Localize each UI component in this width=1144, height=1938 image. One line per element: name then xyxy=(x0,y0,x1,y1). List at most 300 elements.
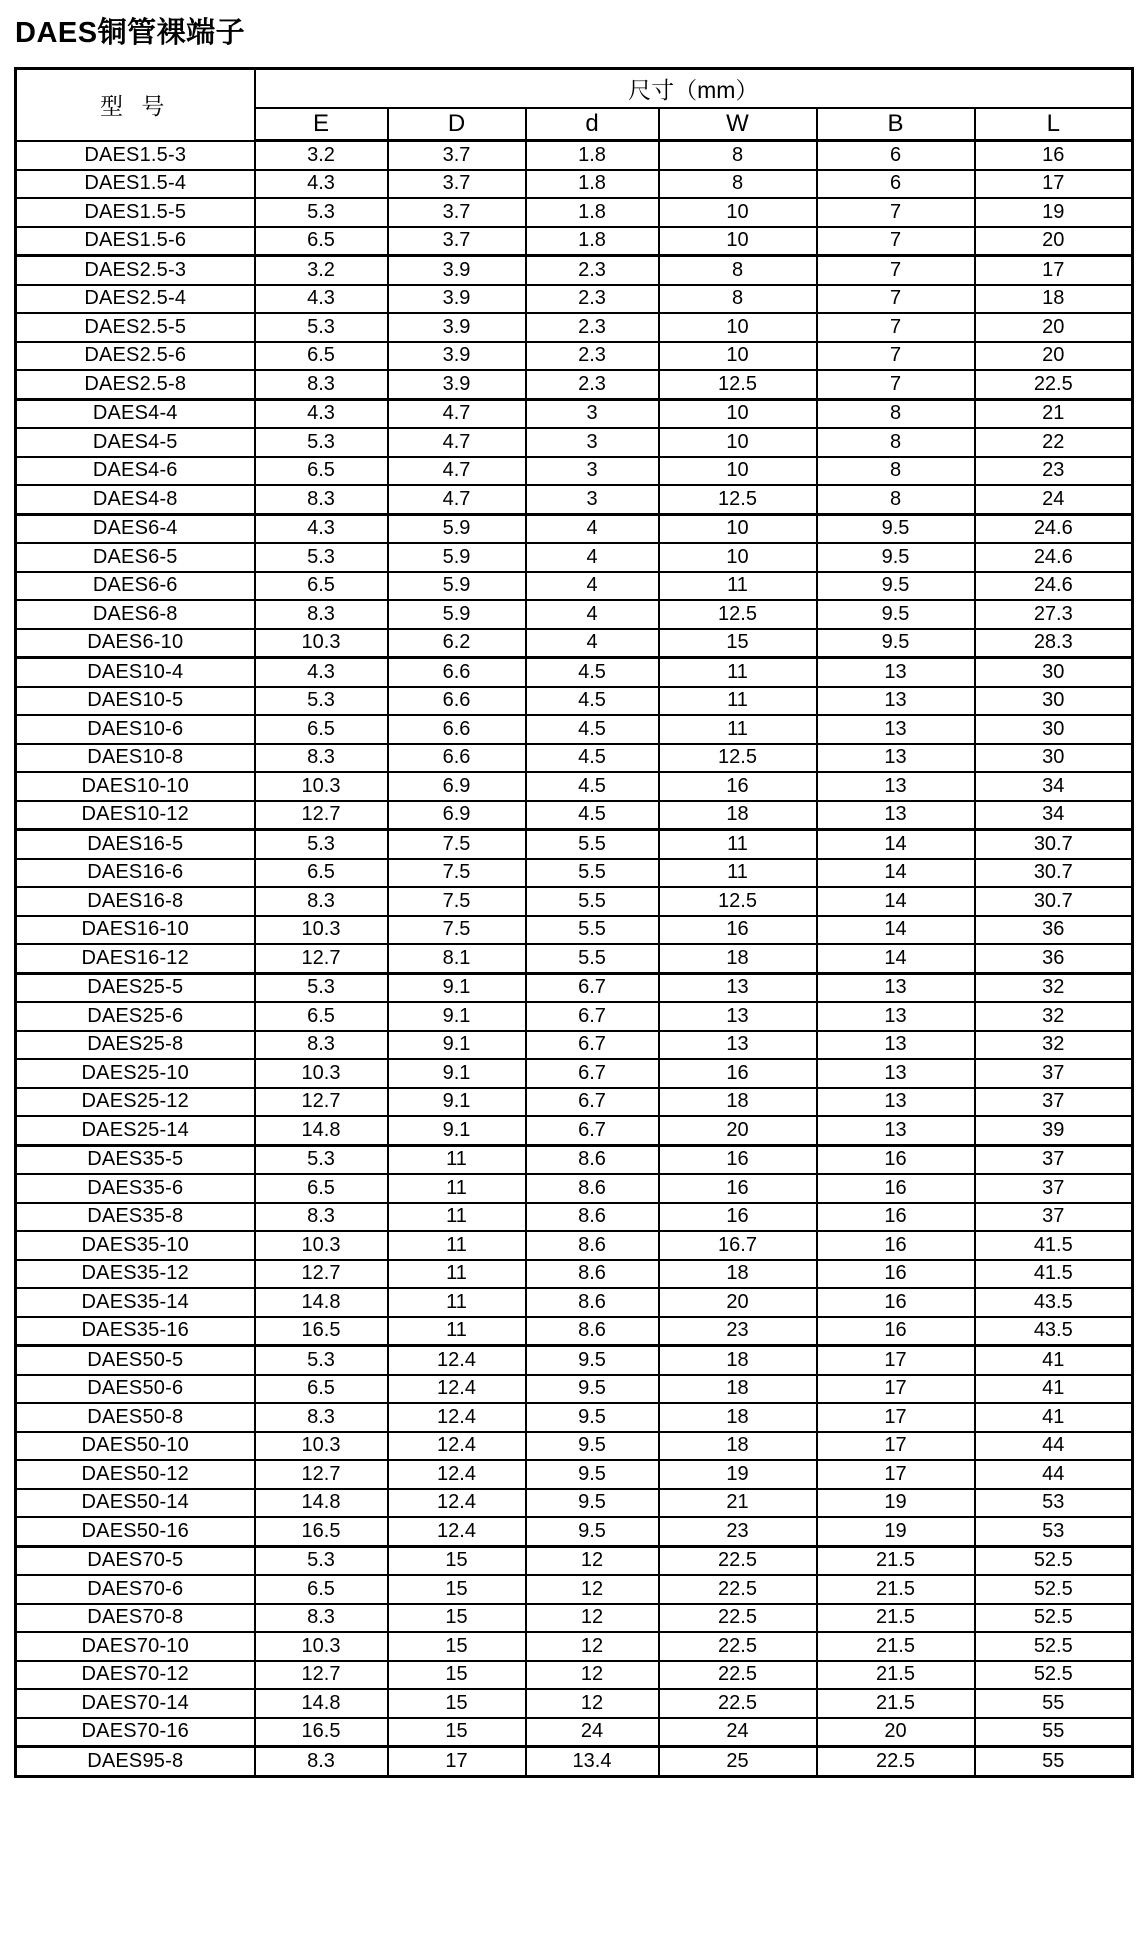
table-row xyxy=(16,629,1133,658)
value-cell-W: 12.5 xyxy=(659,370,817,399)
value-cell-d: 12 xyxy=(526,1689,659,1718)
table-row xyxy=(16,658,1133,687)
table-row xyxy=(16,1088,1133,1117)
value-cell-W: 25 xyxy=(659,1747,817,1777)
model-cell: DAES50-16 xyxy=(16,1517,255,1546)
value-cell-L: 41.5 xyxy=(975,1260,1133,1289)
value-cell-B: 17 xyxy=(817,1432,975,1461)
value-cell-L: 23 xyxy=(975,457,1133,486)
value-cell-d: 4 xyxy=(526,600,659,629)
value-cell-d: 3 xyxy=(526,485,659,514)
value-cell-D: 6.6 xyxy=(388,744,526,773)
value-cell-L: 27.3 xyxy=(975,600,1133,629)
value-cell-W: 8 xyxy=(659,170,817,199)
value-cell-E: 6.5 xyxy=(255,572,388,601)
table-row xyxy=(16,1632,1133,1661)
table-row xyxy=(16,1432,1133,1461)
value-cell-d: 9.5 xyxy=(526,1517,659,1546)
model-cell: DAES4-6 xyxy=(16,457,255,486)
value-cell-L: 34 xyxy=(975,801,1133,830)
value-cell-L: 52.5 xyxy=(975,1575,1133,1604)
value-cell-E: 10.3 xyxy=(255,916,388,945)
value-cell-W: 16 xyxy=(659,772,817,801)
value-cell-L: 34 xyxy=(975,772,1133,801)
value-cell-E: 8.3 xyxy=(255,1031,388,1060)
value-cell-E: 8.3 xyxy=(255,1747,388,1777)
value-cell-L: 36 xyxy=(975,916,1133,945)
table-row xyxy=(16,944,1133,973)
value-cell-d: 2.3 xyxy=(526,370,659,399)
value-cell-W: 22.5 xyxy=(659,1575,817,1604)
value-cell-B: 6 xyxy=(817,141,975,170)
value-cell-E: 5.3 xyxy=(255,1346,388,1375)
value-cell-L: 20 xyxy=(975,313,1133,342)
value-cell-E: 6.5 xyxy=(255,715,388,744)
value-cell-W: 20 xyxy=(659,1116,817,1145)
value-cell-d: 6.7 xyxy=(526,1088,659,1117)
value-cell-d: 1.8 xyxy=(526,198,659,227)
model-cell: DAES16-5 xyxy=(16,830,255,859)
value-cell-L: 55 xyxy=(975,1718,1133,1747)
table-row xyxy=(16,1575,1133,1604)
model-cell: DAES25-10 xyxy=(16,1059,255,1088)
model-cell: DAES2.5-3 xyxy=(16,256,255,285)
value-cell-W: 12.5 xyxy=(659,485,817,514)
value-cell-B: 17 xyxy=(817,1460,975,1489)
value-cell-D: 11 xyxy=(388,1145,526,1174)
value-cell-d: 4 xyxy=(526,629,659,658)
value-cell-W: 10 xyxy=(659,543,817,572)
value-cell-B: 14 xyxy=(817,916,975,945)
model-cell: DAES35-8 xyxy=(16,1203,255,1232)
value-cell-W: 10 xyxy=(659,342,817,371)
value-cell-L: 52.5 xyxy=(975,1546,1133,1575)
model-cell: DAES35-5 xyxy=(16,1145,255,1174)
model-cell: DAES50-8 xyxy=(16,1403,255,1432)
value-cell-L: 17 xyxy=(975,170,1133,199)
value-cell-B: 9.5 xyxy=(817,629,975,658)
value-cell-d: 4 xyxy=(526,543,659,572)
value-cell-B: 13 xyxy=(817,1002,975,1031)
value-cell-d: 6.7 xyxy=(526,1059,659,1088)
value-cell-d: 3 xyxy=(526,428,659,457)
value-cell-L: 37 xyxy=(975,1174,1133,1203)
value-cell-B: 16 xyxy=(817,1231,975,1260)
value-cell-L: 37 xyxy=(975,1059,1133,1088)
value-cell-d: 5.5 xyxy=(526,916,659,945)
value-cell-B: 9.5 xyxy=(817,514,975,543)
value-cell-L: 36 xyxy=(975,944,1133,973)
value-cell-D: 4.7 xyxy=(388,457,526,486)
model-cell: DAES70-16 xyxy=(16,1718,255,1747)
value-cell-E: 3.2 xyxy=(255,141,388,170)
value-cell-B: 7 xyxy=(817,198,975,227)
value-cell-L: 39 xyxy=(975,1116,1133,1145)
value-cell-D: 9.1 xyxy=(388,973,526,1002)
value-cell-L: 28.3 xyxy=(975,629,1133,658)
value-cell-B: 8 xyxy=(817,457,975,486)
model-cell: DAES1.5-3 xyxy=(16,141,255,170)
value-cell-d: 8.6 xyxy=(526,1317,659,1346)
model-cell: DAES70-6 xyxy=(16,1575,255,1604)
value-cell-D: 5.9 xyxy=(388,572,526,601)
value-cell-W: 8 xyxy=(659,141,817,170)
value-cell-d: 4.5 xyxy=(526,715,659,744)
model-cell: DAES70-8 xyxy=(16,1604,255,1633)
value-cell-W: 11 xyxy=(659,687,817,716)
value-cell-D: 17 xyxy=(388,1747,526,1777)
value-cell-B: 7 xyxy=(817,370,975,399)
value-cell-d: 6.7 xyxy=(526,973,659,1002)
value-cell-E: 12.7 xyxy=(255,1661,388,1690)
value-cell-D: 11 xyxy=(388,1231,526,1260)
value-cell-D: 6.6 xyxy=(388,687,526,716)
value-cell-W: 20 xyxy=(659,1288,817,1317)
value-cell-E: 8.3 xyxy=(255,600,388,629)
value-cell-B: 16 xyxy=(817,1288,975,1317)
value-cell-D: 3.9 xyxy=(388,370,526,399)
value-cell-L: 16 xyxy=(975,141,1133,170)
value-cell-E: 14.8 xyxy=(255,1489,388,1518)
value-cell-B: 19 xyxy=(817,1517,975,1546)
value-cell-D: 15 xyxy=(388,1604,526,1633)
value-cell-B: 17 xyxy=(817,1375,975,1404)
value-cell-d: 12 xyxy=(526,1575,659,1604)
value-cell-L: 37 xyxy=(975,1088,1133,1117)
table-row xyxy=(16,859,1133,888)
value-cell-D: 3.9 xyxy=(388,256,526,285)
value-cell-L: 37 xyxy=(975,1203,1133,1232)
value-cell-d: 6.7 xyxy=(526,1116,659,1145)
value-cell-W: 16 xyxy=(659,916,817,945)
value-cell-W: 16 xyxy=(659,1059,817,1088)
value-cell-W: 16.7 xyxy=(659,1231,817,1260)
value-cell-B: 13 xyxy=(817,772,975,801)
value-cell-E: 8.3 xyxy=(255,744,388,773)
model-cell: DAES50-5 xyxy=(16,1346,255,1375)
value-cell-E: 8.3 xyxy=(255,887,388,916)
table-row xyxy=(16,1718,1133,1747)
value-cell-L: 30 xyxy=(975,658,1133,687)
value-cell-d: 4.5 xyxy=(526,801,659,830)
value-cell-D: 3.9 xyxy=(388,285,526,314)
value-cell-D: 3.7 xyxy=(388,227,526,256)
value-cell-d: 9.5 xyxy=(526,1403,659,1432)
model-cell: DAES10-6 xyxy=(16,715,255,744)
table-row xyxy=(16,1002,1133,1031)
value-cell-L: 30 xyxy=(975,744,1133,773)
table-row xyxy=(16,1288,1133,1317)
column-header-B: B xyxy=(817,108,975,141)
value-cell-B: 8 xyxy=(817,428,975,457)
value-cell-d: 9.5 xyxy=(526,1375,659,1404)
table-row xyxy=(16,744,1133,773)
column-header-E: E xyxy=(255,108,388,141)
value-cell-W: 18 xyxy=(659,1403,817,1432)
table-row xyxy=(16,485,1133,514)
value-cell-B: 14 xyxy=(817,859,975,888)
spec-table xyxy=(14,67,1134,1778)
column-header-model: 型 号 xyxy=(16,69,255,141)
value-cell-E: 14.8 xyxy=(255,1689,388,1718)
model-cell: DAES4-4 xyxy=(16,399,255,428)
value-cell-D: 8.1 xyxy=(388,944,526,973)
value-cell-D: 7.5 xyxy=(388,916,526,945)
value-cell-E: 6.5 xyxy=(255,1575,388,1604)
value-cell-d: 1.8 xyxy=(526,170,659,199)
value-cell-B: 7 xyxy=(817,256,975,285)
table-row xyxy=(16,141,1133,170)
table-row xyxy=(16,1174,1133,1203)
model-cell: DAES70-10 xyxy=(16,1632,255,1661)
value-cell-E: 4.3 xyxy=(255,170,388,199)
model-cell: DAES50-12 xyxy=(16,1460,255,1489)
value-cell-W: 18 xyxy=(659,1088,817,1117)
value-cell-D: 7.5 xyxy=(388,830,526,859)
value-cell-E: 3.2 xyxy=(255,256,388,285)
value-cell-E: 12.7 xyxy=(255,1260,388,1289)
value-cell-D: 15 xyxy=(388,1661,526,1690)
table-row xyxy=(16,830,1133,859)
value-cell-W: 13 xyxy=(659,973,817,1002)
value-cell-W: 22.5 xyxy=(659,1546,817,1575)
model-cell: DAES50-10 xyxy=(16,1432,255,1461)
value-cell-L: 21 xyxy=(975,399,1133,428)
value-cell-W: 11 xyxy=(659,658,817,687)
table-row xyxy=(16,1689,1133,1718)
value-cell-E: 5.3 xyxy=(255,830,388,859)
value-cell-L: 41 xyxy=(975,1375,1133,1404)
model-cell: DAES25-14 xyxy=(16,1116,255,1145)
value-cell-d: 5.5 xyxy=(526,944,659,973)
model-cell: DAES10-12 xyxy=(16,801,255,830)
value-cell-d: 5.5 xyxy=(526,859,659,888)
value-cell-d: 4 xyxy=(526,572,659,601)
value-cell-L: 17 xyxy=(975,256,1133,285)
value-cell-L: 20 xyxy=(975,342,1133,371)
value-cell-W: 8 xyxy=(659,285,817,314)
value-cell-W: 13 xyxy=(659,1002,817,1031)
value-cell-B: 14 xyxy=(817,830,975,859)
value-cell-E: 5.3 xyxy=(255,543,388,572)
value-cell-d: 9.5 xyxy=(526,1460,659,1489)
value-cell-L: 53 xyxy=(975,1517,1133,1546)
value-cell-D: 15 xyxy=(388,1546,526,1575)
value-cell-D: 15 xyxy=(388,1632,526,1661)
value-cell-B: 13 xyxy=(817,715,975,744)
value-cell-W: 16 xyxy=(659,1203,817,1232)
model-cell: DAES2.5-5 xyxy=(16,313,255,342)
value-cell-E: 5.3 xyxy=(255,1145,388,1174)
value-cell-E: 10.3 xyxy=(255,1231,388,1260)
table-row xyxy=(16,1517,1133,1546)
value-cell-W: 18 xyxy=(659,801,817,830)
value-cell-D: 3.7 xyxy=(388,141,526,170)
value-cell-d: 4.5 xyxy=(526,744,659,773)
column-header-dimensions: 尺寸（mm） xyxy=(255,69,1133,109)
model-cell: DAES35-12 xyxy=(16,1260,255,1289)
table-row xyxy=(16,1116,1133,1145)
table-row xyxy=(16,772,1133,801)
value-cell-B: 8 xyxy=(817,485,975,514)
value-cell-E: 4.3 xyxy=(255,399,388,428)
table-row xyxy=(16,457,1133,486)
model-cell: DAES10-10 xyxy=(16,772,255,801)
model-cell: DAES16-6 xyxy=(16,859,255,888)
value-cell-B: 21.5 xyxy=(817,1604,975,1633)
model-cell: DAES70-12 xyxy=(16,1661,255,1690)
value-cell-W: 18 xyxy=(659,1346,817,1375)
table-row xyxy=(16,600,1133,629)
value-cell-L: 24 xyxy=(975,485,1133,514)
value-cell-D: 12.4 xyxy=(388,1489,526,1518)
column-header-W: W xyxy=(659,108,817,141)
value-cell-D: 5.9 xyxy=(388,514,526,543)
model-cell: DAES1.5-6 xyxy=(16,227,255,256)
table-body xyxy=(16,141,1133,1777)
value-cell-D: 9.1 xyxy=(388,1059,526,1088)
table-row xyxy=(16,543,1133,572)
value-cell-W: 10 xyxy=(659,514,817,543)
value-cell-D: 5.9 xyxy=(388,543,526,572)
table-row xyxy=(16,1145,1133,1174)
value-cell-D: 9.1 xyxy=(388,1002,526,1031)
table-row xyxy=(16,256,1133,285)
value-cell-D: 3.7 xyxy=(388,170,526,199)
value-cell-D: 12.4 xyxy=(388,1432,526,1461)
table-row xyxy=(16,313,1133,342)
table-row xyxy=(16,1489,1133,1518)
value-cell-E: 6.5 xyxy=(255,1174,388,1203)
value-cell-B: 13 xyxy=(817,1088,975,1117)
table-row xyxy=(16,1231,1133,1260)
value-cell-d: 4.5 xyxy=(526,772,659,801)
value-cell-B: 6 xyxy=(817,170,975,199)
value-cell-d: 8.6 xyxy=(526,1145,659,1174)
value-cell-D: 7.5 xyxy=(388,887,526,916)
table-row xyxy=(16,227,1133,256)
value-cell-W: 23 xyxy=(659,1317,817,1346)
value-cell-d: 4 xyxy=(526,514,659,543)
value-cell-W: 10 xyxy=(659,227,817,256)
table-row xyxy=(16,1604,1133,1633)
value-cell-E: 8.3 xyxy=(255,485,388,514)
value-cell-D: 3.7 xyxy=(388,198,526,227)
value-cell-d: 3 xyxy=(526,399,659,428)
value-cell-E: 8.3 xyxy=(255,1403,388,1432)
value-cell-d: 2.3 xyxy=(526,285,659,314)
value-cell-E: 5.3 xyxy=(255,973,388,1002)
value-cell-E: 8.3 xyxy=(255,1203,388,1232)
value-cell-E: 5.3 xyxy=(255,198,388,227)
value-cell-B: 13 xyxy=(817,801,975,830)
value-cell-E: 16.5 xyxy=(255,1517,388,1546)
value-cell-E: 14.8 xyxy=(255,1288,388,1317)
model-cell: DAES6-4 xyxy=(16,514,255,543)
value-cell-L: 44 xyxy=(975,1432,1133,1461)
value-cell-D: 9.1 xyxy=(388,1088,526,1117)
value-cell-d: 6.7 xyxy=(526,1031,659,1060)
value-cell-d: 5.5 xyxy=(526,887,659,916)
value-cell-E: 5.3 xyxy=(255,1546,388,1575)
value-cell-D: 12.4 xyxy=(388,1346,526,1375)
value-cell-B: 13 xyxy=(817,744,975,773)
value-cell-D: 15 xyxy=(388,1575,526,1604)
value-cell-W: 18 xyxy=(659,944,817,973)
value-cell-d: 9.5 xyxy=(526,1346,659,1375)
column-header-L: L xyxy=(975,108,1133,141)
value-cell-W: 22.5 xyxy=(659,1632,817,1661)
value-cell-D: 11 xyxy=(388,1203,526,1232)
value-cell-L: 18 xyxy=(975,285,1133,314)
value-cell-L: 52.5 xyxy=(975,1632,1133,1661)
value-cell-E: 4.3 xyxy=(255,658,388,687)
value-cell-E: 6.5 xyxy=(255,227,388,256)
value-cell-D: 9.1 xyxy=(388,1116,526,1145)
table-row xyxy=(16,370,1133,399)
value-cell-L: 24.6 xyxy=(975,514,1133,543)
model-cell: DAES6-6 xyxy=(16,572,255,601)
value-cell-D: 6.9 xyxy=(388,772,526,801)
value-cell-W: 10 xyxy=(659,313,817,342)
value-cell-D: 4.7 xyxy=(388,428,526,457)
table-row xyxy=(16,514,1133,543)
value-cell-B: 16 xyxy=(817,1317,975,1346)
value-cell-W: 24 xyxy=(659,1718,817,1747)
value-cell-D: 11 xyxy=(388,1317,526,1346)
value-cell-W: 18 xyxy=(659,1432,817,1461)
value-cell-B: 9.5 xyxy=(817,600,975,629)
value-cell-d: 8.6 xyxy=(526,1231,659,1260)
value-cell-L: 30.7 xyxy=(975,859,1133,888)
model-cell: DAES1.5-5 xyxy=(16,198,255,227)
value-cell-B: 21.5 xyxy=(817,1689,975,1718)
value-cell-L: 41 xyxy=(975,1346,1133,1375)
value-cell-B: 13 xyxy=(817,1031,975,1060)
value-cell-d: 12 xyxy=(526,1632,659,1661)
model-cell: DAES25-8 xyxy=(16,1031,255,1060)
value-cell-W: 16 xyxy=(659,1174,817,1203)
value-cell-D: 12.4 xyxy=(388,1403,526,1432)
model-cell: DAES25-12 xyxy=(16,1088,255,1117)
value-cell-E: 5.3 xyxy=(255,428,388,457)
model-cell: DAES6-10 xyxy=(16,629,255,658)
table-row xyxy=(16,1346,1133,1375)
value-cell-d: 12 xyxy=(526,1546,659,1575)
value-cell-E: 5.3 xyxy=(255,687,388,716)
value-cell-L: 30 xyxy=(975,687,1133,716)
table-row xyxy=(16,1317,1133,1346)
value-cell-W: 13 xyxy=(659,1031,817,1060)
value-cell-B: 9.5 xyxy=(817,572,975,601)
value-cell-D: 7.5 xyxy=(388,859,526,888)
model-cell: DAES35-16 xyxy=(16,1317,255,1346)
value-cell-d: 1.8 xyxy=(526,141,659,170)
value-cell-E: 6.5 xyxy=(255,457,388,486)
value-cell-d: 9.5 xyxy=(526,1489,659,1518)
value-cell-D: 6.6 xyxy=(388,715,526,744)
value-cell-E: 6.5 xyxy=(255,342,388,371)
value-cell-d: 4.5 xyxy=(526,658,659,687)
value-cell-D: 11 xyxy=(388,1288,526,1317)
value-cell-W: 22.5 xyxy=(659,1661,817,1690)
value-cell-E: 10.3 xyxy=(255,1059,388,1088)
model-cell: DAES25-6 xyxy=(16,1002,255,1031)
value-cell-d: 13.4 xyxy=(526,1747,659,1777)
value-cell-L: 52.5 xyxy=(975,1604,1133,1633)
value-cell-B: 21.5 xyxy=(817,1632,975,1661)
value-cell-L: 22.5 xyxy=(975,370,1133,399)
